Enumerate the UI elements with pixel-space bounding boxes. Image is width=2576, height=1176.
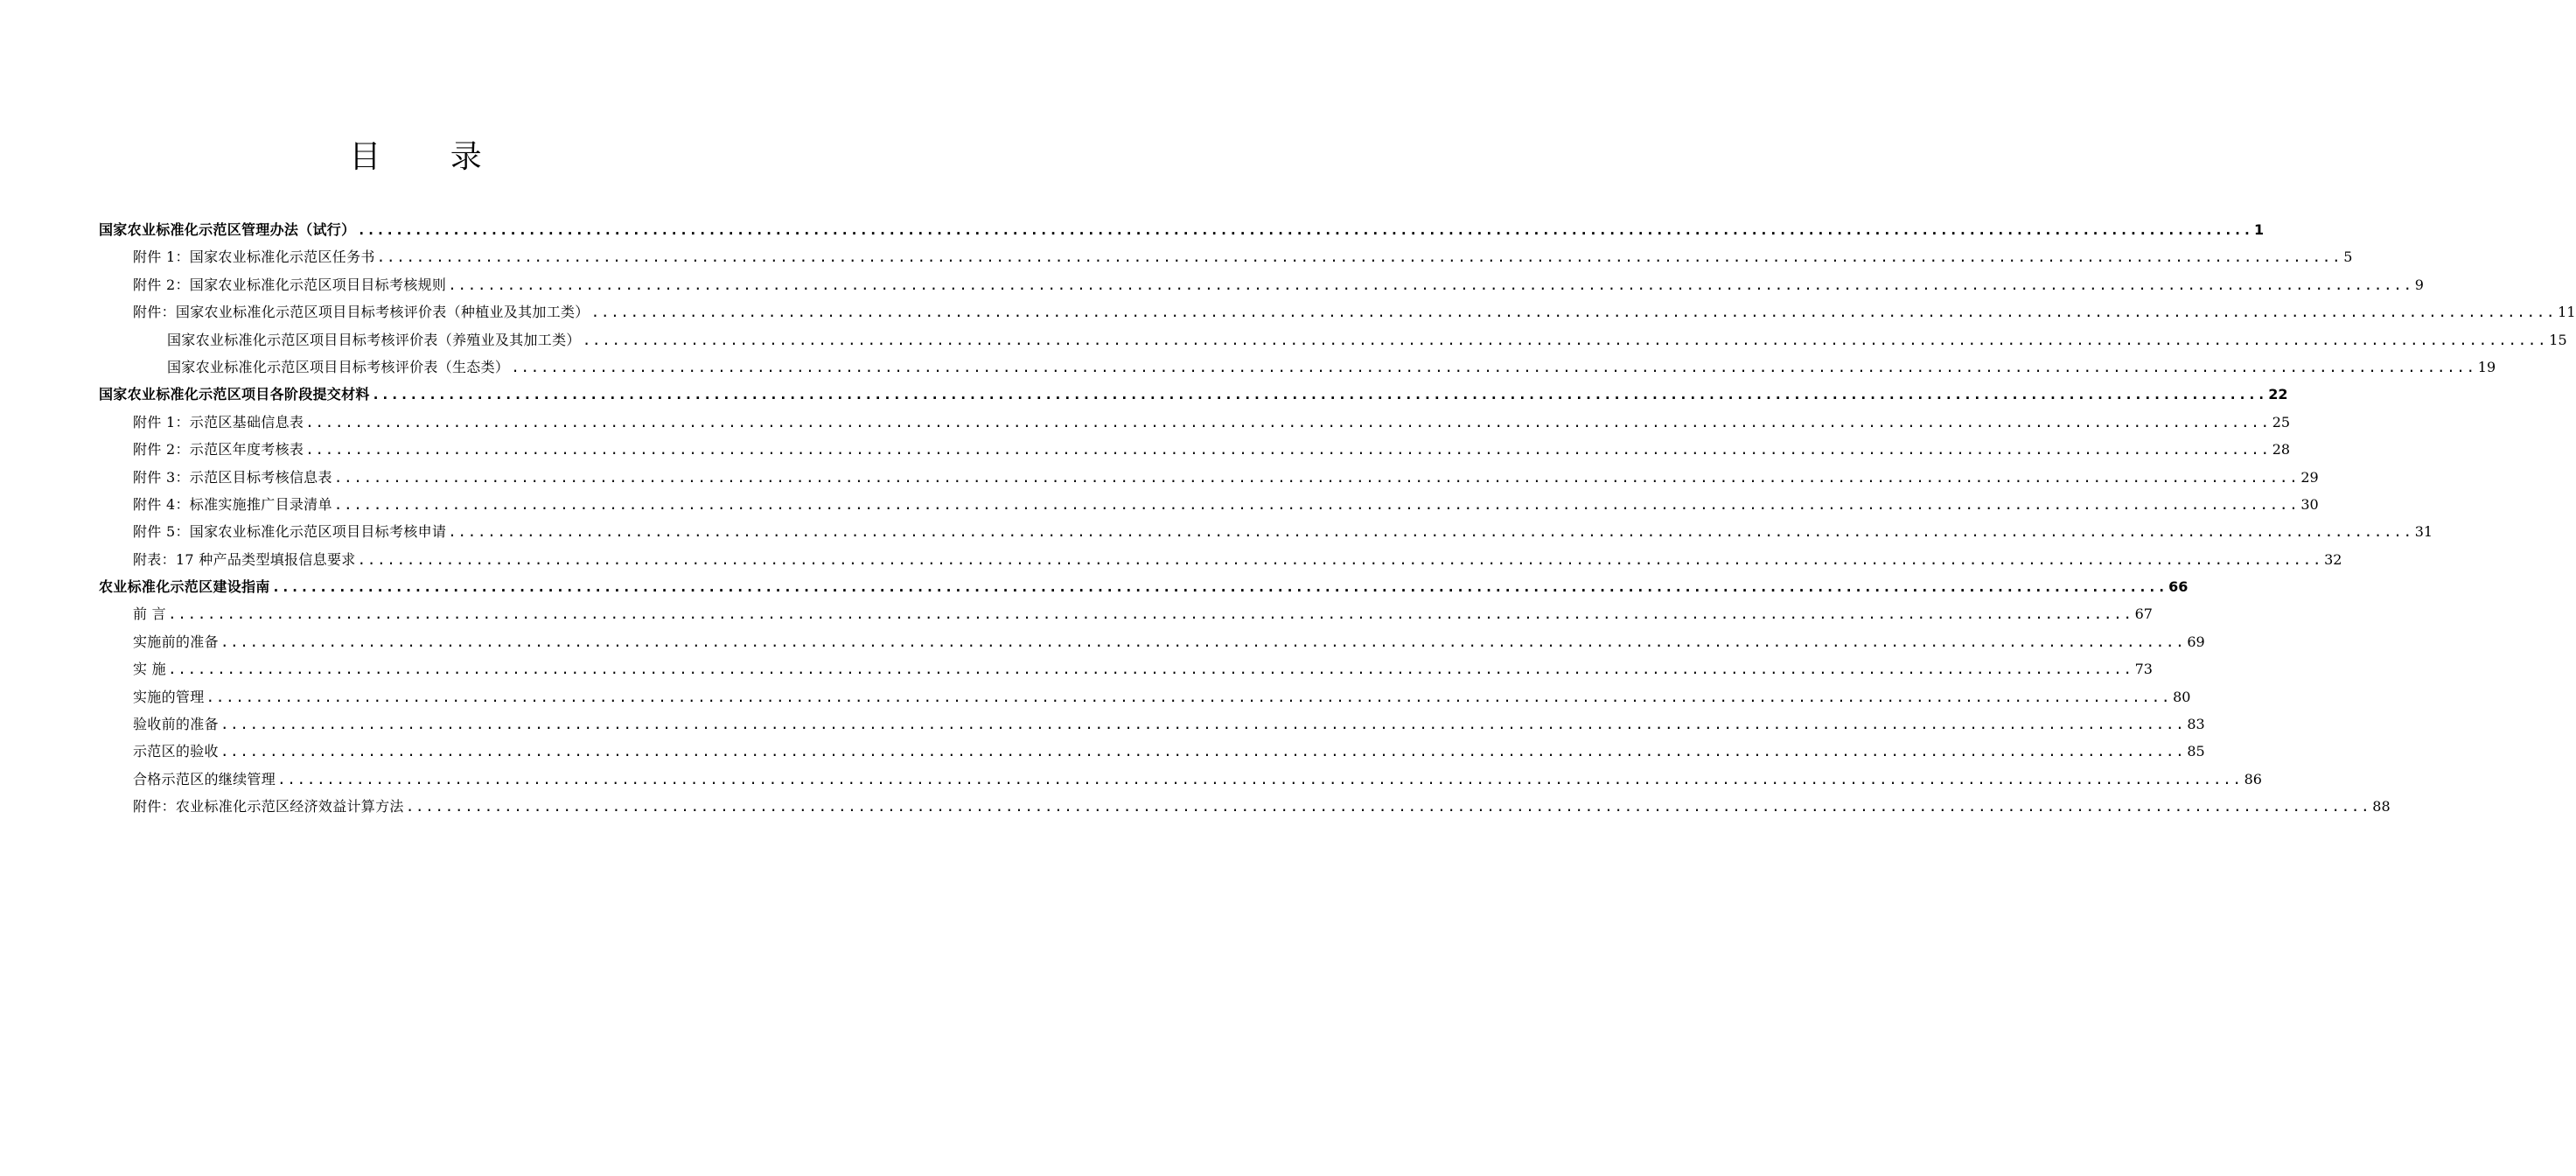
toc-entry[interactable] [0,738,2205,765]
toc-entry[interactable] [0,298,2576,326]
toc-entry[interactable] [0,436,2291,463]
toc-dot-leader: ........................................................................................................................................................................................................ [448,276,2413,293]
toc-dot-leader: ........................................................................................................................................................................................................ [168,661,2133,678]
toc-dot-leader: ........................................................................................................................................................................................................ [168,606,2133,623]
toc-dot-leader: ........................................................................................................................................................................................................ [357,550,2323,568]
toc-page-number: 11 [2558,304,2576,321]
toc-page-number: 66 [2168,578,2189,596]
toc-page-number: 1 [2253,221,2265,238]
toc-entry-label: 附件 2：国家农业标准化示范区项目目标考核规则 [133,276,447,293]
toc-page-number: 15 [2549,331,2567,348]
toc-dot-leader: ........................................................................................................................................................................................................ [305,413,2271,430]
toc-page-number: 69 [2187,633,2205,650]
toc-page-number: 29 [2300,468,2319,486]
toc-entry[interactable] [0,326,2567,354]
toc-entry-label: 附件：国家农业标准化示范区项目目标考核评价表（种植业及其加工类） [133,304,590,321]
toc-entry[interactable] [0,518,2433,545]
toc-entry-label: 验收前的准备 [133,716,219,733]
toc-entry-label: 附件：农业标准化示范区经济效益计算方法 [133,798,404,816]
toc-dot-leader: ........................................................................................................................................................................................................ [220,633,2186,650]
toc-dot-leader: ........................................................................................................................................................................................................ [333,468,2300,486]
toc-dot-leader: ........................................................................................................................................................................................................ [220,716,2186,733]
toc-entry-label: 合格示范区的继续管理 [133,770,276,788]
toc-dot-leader: ........................................................................................................................................................................................................ [357,221,2252,238]
toc-entry-label: 示范区的验收 [133,743,219,760]
toc-entry-label: 国家农业标准化示范区管理办法（试行） [99,221,356,238]
toc-page-number: 80 [2173,688,2191,705]
toc-section-entry[interactable] [0,573,2189,600]
toc-dot-leader: ........................................................................................................................................................................................................ [376,248,2342,266]
toc-entry-label: 国家农业标准化示范区项目目标考核评价表（生态类） [167,358,510,375]
toc-page-number: 83 [2187,716,2205,733]
toc-dot-leader: ........................................................................................................................................................................................................ [220,743,2186,760]
toc-dot-leader: ........................................................................................................................................................................................................ [277,770,2243,788]
toc-page-number: 19 [2477,358,2496,375]
toc-entry-label: 附件 3：示范区目标考核信息表 [133,468,332,486]
toc-entry[interactable] [0,243,2353,270]
toc-entry-label: 附件 4：标准实施推广目录清单 [133,495,332,513]
toc-dot-leader: ........................................................................................................................................................................................................ [582,331,2548,348]
toc-page-number: 5 [2343,248,2353,266]
toc-page-number: 31 [2414,523,2433,541]
toc-entry[interactable] [0,271,2424,298]
toc-entry[interactable] [0,546,2342,573]
toc-page-number: 32 [2324,550,2342,568]
toc-entry-label: 附件 1：示范区基础信息表 [133,413,304,430]
toc-page-number: 25 [2272,413,2291,430]
toc-entry-label: 国家农业标准化示范区项目各阶段提交材料 [99,386,370,403]
toc-page-number: 86 [2244,770,2262,788]
toc-entry[interactable] [0,354,2496,381]
toc-entry-label: 国家农业标准化示范区项目目标考核评价表（养殖业及其加工类） [167,331,581,348]
toc-entry-label: 实施的管理 [133,688,205,705]
toc-dot-leader: ........................................................................................................................................................................................................ [590,304,2557,321]
toc-entry[interactable] [0,655,2153,682]
toc-entry[interactable] [0,600,2153,627]
toc-entry-label: 附件 2：示范区年度考核表 [133,441,304,458]
toc-dot-leader: ........................................................................................................................................................................................................ [511,358,2476,375]
toc-entry[interactable] [0,409,2291,436]
toc-entry-label: 附件 1：国家农业标准化示范区任务书 [133,248,375,266]
toc-dot-leader: ........................................................................................................................................................................................................ [333,495,2300,513]
page-title: 目 录 [349,139,512,176]
toc-page-number: 9 [2414,276,2424,293]
toc-entry[interactable] [0,491,2319,518]
toc-page-number: 73 [2134,661,2153,678]
toc-dot-leader: ........................................................................................................................................................................................................ [448,523,2413,541]
toc-page-number: 85 [2187,743,2205,760]
toc-entry-label: 实 施 [133,661,166,678]
toc-dot-leader: ........................................................................................................................................................................................................ [271,578,2168,596]
toc-page-number: 30 [2300,495,2319,513]
toc-section-entry[interactable] [0,216,2265,243]
table-of-contents [0,216,2576,821]
toc-dot-leader: ........................................................................................................................................................................................................ [305,441,2271,458]
toc-section-entry[interactable] [0,381,2288,408]
toc-entry[interactable] [0,710,2205,738]
toc-entry[interactable] [0,464,2319,491]
toc-entry-label: 实施前的准备 [133,633,219,650]
toc-page-number: 67 [2134,606,2153,623]
toc-page-number: 88 [2372,798,2391,816]
toc-entry[interactable] [0,793,2391,820]
toc-dot-leader: ........................................................................................................................................................................................................ [405,798,2371,816]
toc-page-number: 22 [2268,386,2288,403]
toc-dot-leader: ........................................................................................................................................................................................................ [371,386,2267,403]
toc-entry-label: 前 言 [133,606,166,623]
toc-entry[interactable] [0,683,2191,710]
toc-entry[interactable] [0,628,2205,655]
toc-entry-label: 农业标准化示范区建设指南 [99,578,270,596]
toc-dot-leader: ........................................................................................................................................................................................................ [206,688,2172,705]
toc-entry-label: 附表：17 种产品类型填报信息要求 [133,550,356,568]
toc-entry-label: 附件 5：国家农业标准化示范区项目目标考核申请 [133,523,447,541]
toc-entry[interactable] [0,766,2262,793]
toc-page-number: 28 [2272,441,2291,458]
